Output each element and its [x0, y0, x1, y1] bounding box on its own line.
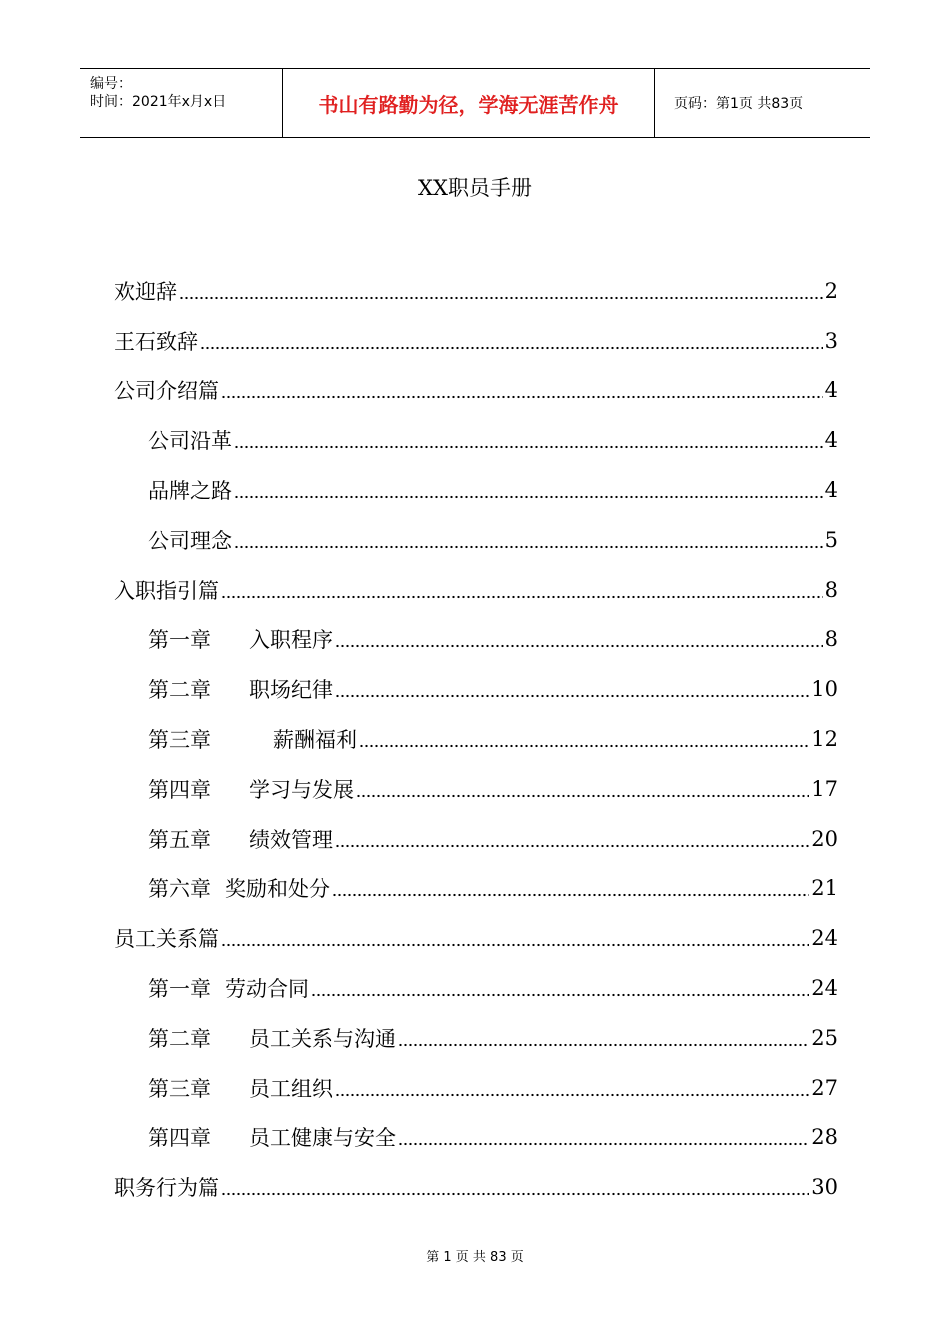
toc-chapter-number: 第二章: [148, 1026, 211, 1051]
toc-page-number: 4: [824, 478, 838, 503]
toc-entry-label: 入职程序: [249, 628, 333, 653]
toc-chapter-number: 第五章: [148, 827, 211, 852]
header-motto: 书山有路勤为径，学海无涯苦作舟: [283, 69, 655, 137]
toc-entry-label: 品牌之路: [148, 479, 232, 504]
toc-page-number: 3: [824, 328, 838, 353]
toc-leader-dots: [332, 893, 809, 897]
toc-entry[interactable]: [114, 465, 838, 515]
toc-leader-dots: [359, 744, 809, 748]
toc-chapter-number: 第二章: [148, 678, 211, 703]
page-header: [80, 68, 870, 138]
toc-entry-label: 公司介绍篇: [114, 379, 219, 404]
toc-entry-label: 奖励和处分: [225, 877, 330, 902]
toc-leader-dots: [234, 545, 823, 549]
toc-leader-dots: [221, 595, 823, 599]
toc-entry[interactable]: [114, 864, 838, 914]
toc-chapter-number: 第三章: [148, 728, 211, 753]
toc-leader-dots: [398, 1043, 809, 1047]
toc-entry-label: 员工关系篇: [114, 927, 219, 952]
toc-entry[interactable]: [114, 1013, 838, 1063]
toc-entry[interactable]: [114, 714, 838, 764]
toc-entry[interactable]: [114, 1113, 838, 1163]
toc-page-number: 4: [824, 378, 838, 403]
header-page-info: [664, 69, 870, 137]
toc-entry-label: 员工组织: [249, 1076, 333, 1101]
toc-leader-dots: [335, 694, 809, 698]
toc-entry[interactable]: [114, 1162, 838, 1212]
toc-page-number: 5: [824, 527, 838, 552]
toc-entry[interactable]: [114, 316, 838, 366]
toc-entry-label: 职务行为篇: [114, 1176, 219, 1201]
toc-page-number: 10: [811, 677, 838, 702]
toc-page-number: 2: [824, 278, 838, 303]
toc-entry-label: 公司理念: [148, 528, 232, 553]
toc-page-number: 24: [811, 976, 838, 1001]
toc-entry[interactable]: [114, 415, 838, 465]
toc-entry[interactable]: [114, 266, 838, 316]
toc-page-number: 17: [811, 776, 838, 801]
toc-leader-dots: [335, 644, 823, 648]
toc-chapter-number: 第三章: [148, 1076, 211, 1101]
toc-leader-dots: [234, 495, 823, 499]
toc-entry[interactable]: [114, 1063, 838, 1113]
toc-entry-label: 王石致辞: [114, 329, 198, 354]
toc-entry-label: 职场纪律: [249, 678, 333, 703]
toc-chapter-number: 第四章: [148, 1126, 211, 1151]
page-footer: 第 1 页 共 83 页: [426, 1250, 524, 1265]
toc-leader-dots: [335, 1093, 809, 1097]
header-meta-cell: [80, 69, 283, 137]
toc-entry-label: 公司沿革: [148, 429, 232, 454]
toc-entry[interactable]: [114, 764, 838, 814]
table-of-contents: [114, 266, 838, 1212]
toc-entry-label: 员工健康与安全: [249, 1126, 396, 1151]
document-title: XX职员手册: [418, 176, 532, 200]
toc-page-number: 30: [811, 1175, 838, 1200]
toc-entry[interactable]: [114, 615, 838, 665]
toc-entry[interactable]: [114, 814, 838, 864]
toc-page-number: 8: [824, 627, 838, 652]
toc-entry-label: 学习与发展: [249, 777, 354, 802]
toc-page-number: 24: [811, 926, 838, 951]
toc-page-number: 28: [811, 1125, 838, 1150]
toc-leader-dots: [311, 993, 809, 997]
toc-entry-label: 劳动合同: [225, 977, 309, 1002]
toc-leader-dots: [234, 445, 823, 449]
toc-leader-dots: [356, 794, 809, 798]
toc-entry[interactable]: [114, 664, 838, 714]
toc-page-number: 12: [811, 727, 838, 752]
toc-page-number: 8: [824, 577, 838, 602]
toc-entry[interactable]: [114, 515, 838, 565]
toc-leader-dots: [179, 296, 823, 300]
toc-page-number: 25: [811, 1025, 838, 1050]
toc-leader-dots: [221, 395, 823, 399]
toc-page-number: 20: [811, 826, 838, 851]
toc-chapter-number: 第一章: [148, 628, 211, 653]
toc-entry-label: 入职指引篇: [114, 578, 219, 603]
toc-entry-label: 员工关系与沟通: [249, 1026, 396, 1051]
page-info-text: 页码：第1页 共83页: [674, 96, 804, 112]
toc-leader-dots: [335, 844, 809, 848]
toc-chapter-number: 第六章: [148, 877, 211, 902]
date-label: 时间：2021年x月x日: [90, 94, 227, 110]
toc-entry-label: 薪酬福利: [273, 728, 357, 753]
toc-leader-dots: [221, 943, 809, 947]
toc-entry[interactable]: [114, 565, 838, 615]
toc-leader-dots: [200, 346, 823, 350]
toc-page-number: 21: [811, 876, 838, 901]
toc-leader-dots: [398, 1142, 809, 1146]
toc-page-number: 27: [811, 1075, 838, 1100]
number-label: 编号：: [90, 76, 132, 92]
toc-leader-dots: [221, 1192, 809, 1196]
toc-entry[interactable]: [114, 366, 838, 416]
toc-chapter-number: 第四章: [148, 777, 211, 802]
toc-page-number: 4: [824, 428, 838, 453]
toc-entry-label: 欢迎辞: [114, 279, 177, 304]
toc-chapter-number: 第一章: [148, 977, 211, 1002]
toc-entry[interactable]: [114, 913, 838, 963]
toc-entry[interactable]: [114, 963, 838, 1013]
toc-entry-label: 绩效管理: [249, 827, 333, 852]
